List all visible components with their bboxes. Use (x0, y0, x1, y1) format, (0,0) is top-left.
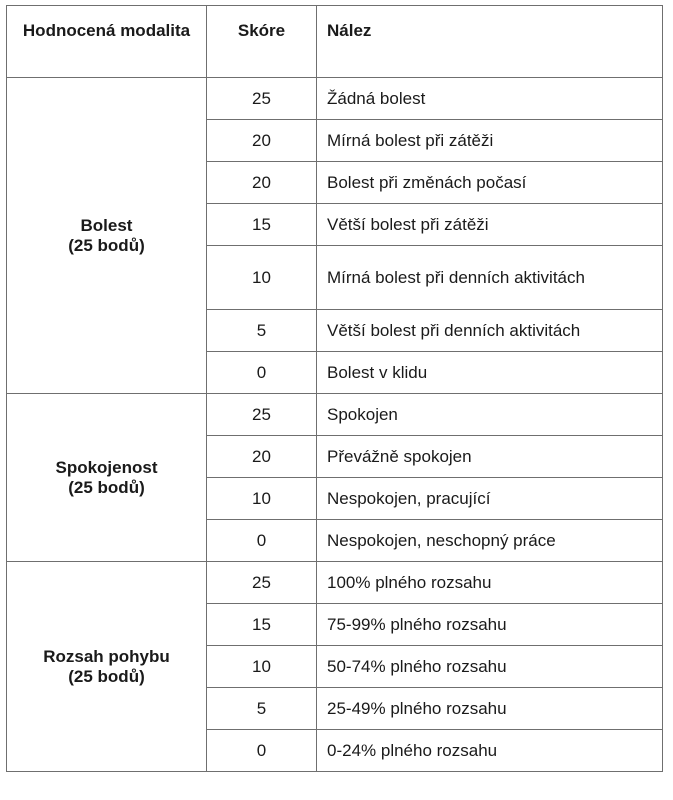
score-cell: 0 (207, 730, 317, 772)
score-cell: 15 (207, 604, 317, 646)
finding-cell: 0-24% plného rozsahu (317, 730, 663, 772)
modality-name: Bolest (80, 215, 133, 235)
score-cell: 0 (207, 352, 317, 394)
score-cell: 25 (207, 78, 317, 120)
table-row (7, 78, 663, 120)
modality-cell-bolest (7, 78, 207, 394)
modality-points: (25 bodů) (68, 235, 145, 255)
finding-cell: Bolest v klidu (317, 352, 663, 394)
finding-cell: 100% plného rozsahu (317, 562, 663, 604)
finding-cell: 25-49% plného rozsahu (317, 688, 663, 730)
modality-cell-rozsah-pohybu (7, 562, 207, 772)
finding-cell: Převážně spokojen (317, 436, 663, 478)
finding-cell: Nespokojen, pracující (317, 478, 663, 520)
score-cell: 5 (207, 688, 317, 730)
score-cell: 20 (207, 436, 317, 478)
score-cell: 5 (207, 310, 317, 352)
modality-points: (25 bodů) (68, 666, 145, 686)
score-cell: 25 (207, 562, 317, 604)
finding-cell: Nespokojen, neschopný práce (317, 520, 663, 562)
modality-points: (25 bodů) (68, 477, 145, 497)
score-cell: 0 (207, 520, 317, 562)
score-cell: 10 (207, 246, 317, 310)
score-cell: 15 (207, 204, 317, 246)
header-finding: Nález (317, 6, 663, 78)
finding-cell: Žádná bolest (317, 78, 663, 120)
header-score: Skóre (207, 6, 317, 78)
score-table-wrapper (6, 5, 663, 772)
modality-name: Rozsah pohybu (43, 646, 170, 666)
finding-cell: 50-74% plného rozsahu (317, 646, 663, 688)
finding-cell: Mírná bolest při denních aktivitách (317, 246, 663, 310)
header-modality: Hodnocená modalita (7, 6, 207, 78)
table-header-row (7, 6, 663, 78)
finding-cell: Mírná bolest při zátěži (317, 120, 663, 162)
finding-cell: 75-99% plného rozsahu (317, 604, 663, 646)
score-table (6, 5, 663, 772)
score-cell: 20 (207, 120, 317, 162)
modality-cell-spokojenost (7, 394, 207, 562)
finding-cell: Větší bolest při denních aktivitách (317, 310, 663, 352)
score-cell: 20 (207, 162, 317, 204)
score-cell: 10 (207, 478, 317, 520)
finding-cell: Větší bolest při zátěži (317, 204, 663, 246)
finding-cell: Spokojen (317, 394, 663, 436)
finding-cell: Bolest při změnách počasí (317, 162, 663, 204)
modality-name: Spokojenost (55, 457, 158, 477)
score-cell: 10 (207, 646, 317, 688)
table-row (7, 394, 663, 436)
score-cell: 25 (207, 394, 317, 436)
table-row (7, 562, 663, 604)
